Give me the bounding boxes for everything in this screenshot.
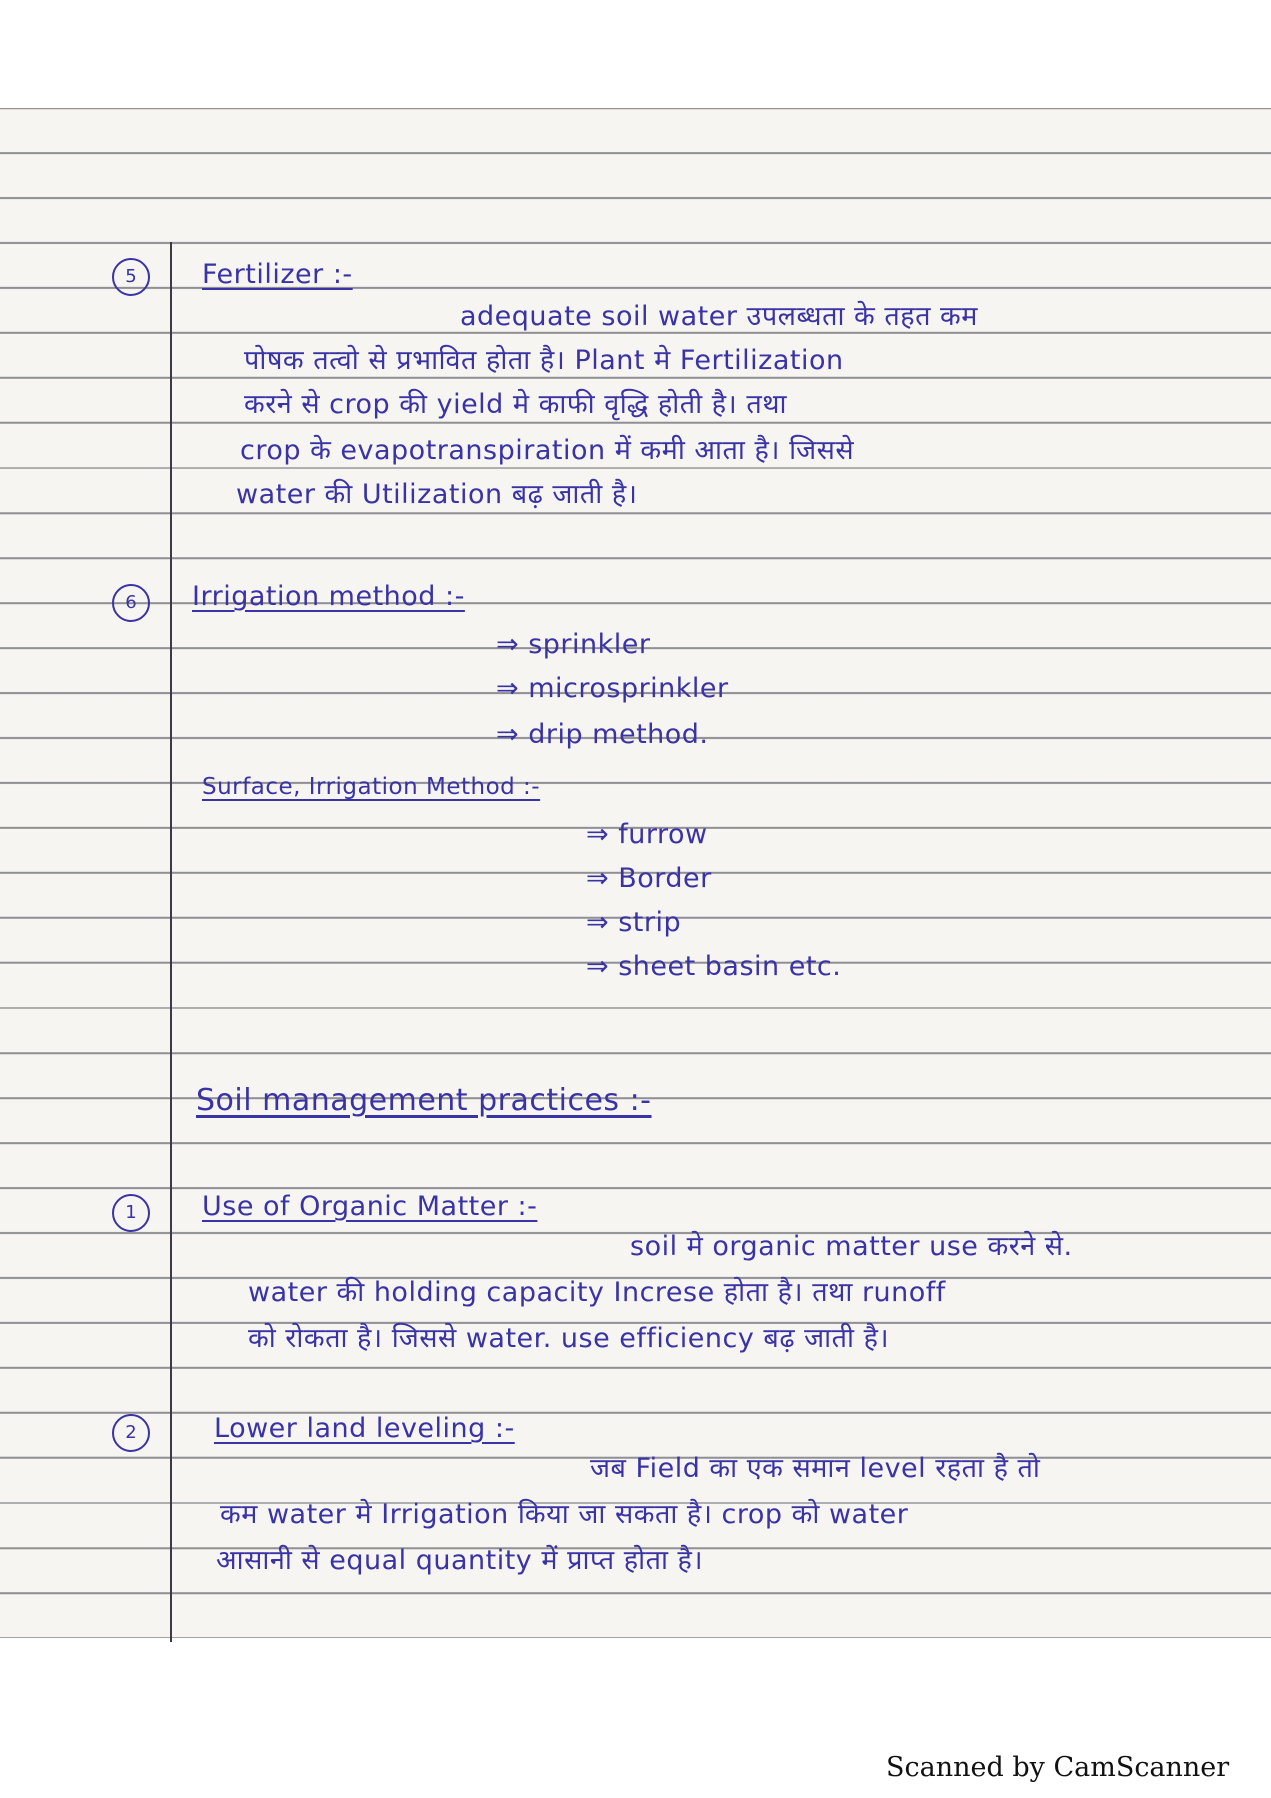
scanner-watermark: Scanned by CamScanner [886, 1752, 1230, 1783]
text-line: water की holding capacity Increse होता है। तथा runoff [248, 1277, 946, 1308]
text-line: जब Field का एक समान level रहता है तो [590, 1453, 1041, 1484]
section-number: 2 [112, 1414, 150, 1452]
text-line: को रोकता है। जिससे water. use efficiency बढ़ जाती है। [248, 1323, 890, 1354]
section-number: 5 [112, 258, 150, 296]
text-line: आसानी से equal quantity में प्राप्त होता है। [216, 1545, 704, 1576]
text-line: crop के evapotranspiration में कमी आता है। जिससे [240, 435, 855, 466]
section-heading-fertilizer: Fertilizer :- [202, 259, 353, 290]
section-heading-irrigation: Irrigation method :- [192, 581, 465, 612]
subheading-surface-irrigation: Surface, Irrigation Method :- [202, 774, 541, 800]
text-line: पोषक तत्वो से प्रभावित होता है। Plant मे Fertilization [244, 345, 844, 376]
list-item: ⇒ microsprinkler [496, 673, 729, 704]
list-item: ⇒ drip method. [496, 719, 709, 750]
section-heading-organic-matter: Use of Organic Matter :- [202, 1191, 538, 1222]
list-item: ⇒ Border [586, 863, 712, 894]
text-line: adequate soil water उपलब्धता के तहत कम [460, 301, 978, 332]
section-heading-soil-management: Soil management practices :- [196, 1083, 652, 1118]
section-heading-land-leveling: Lower land leveling :- [214, 1413, 515, 1444]
list-item: ⇒ strip [586, 907, 682, 938]
list-item: ⇒ sheet basin etc. [586, 951, 842, 982]
text-line: soil मे organic matter use करने से. [630, 1231, 1073, 1262]
notebook-page [0, 108, 1271, 1638]
section-number: 1 [112, 1194, 150, 1232]
text-line: water की Utilization बढ़ जाती है। [236, 479, 638, 510]
text-line: करने से crop की yield मे काफी वृद्धि होती है। तथा [244, 389, 787, 420]
list-item: ⇒ furrow [586, 819, 708, 850]
section-number: 6 [112, 584, 150, 622]
margin-line [170, 242, 172, 1642]
text-line: कम water मे Irrigation किया जा सकता है। crop को water [220, 1499, 909, 1530]
list-item: ⇒ sprinkler [496, 629, 651, 660]
